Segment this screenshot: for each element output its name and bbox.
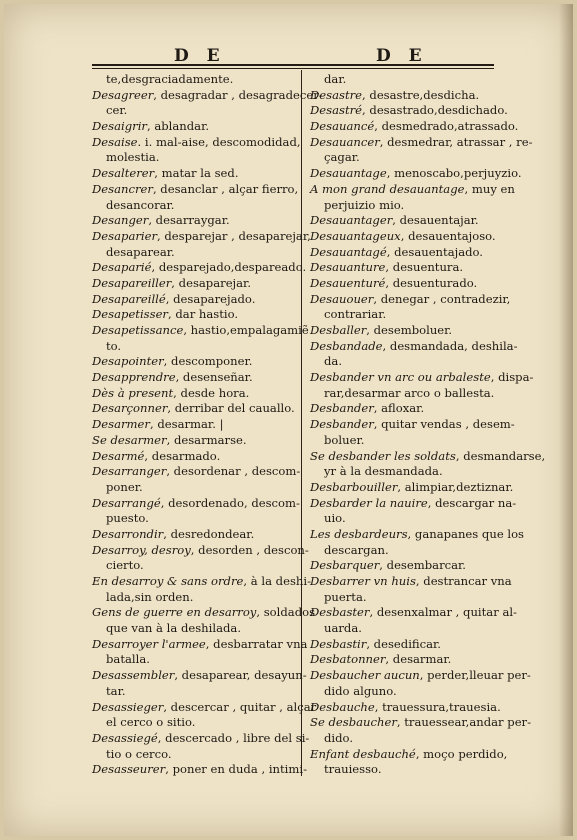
definition-text: , hastio,empalagamiẽ [183, 323, 309, 337]
running-head-right: D E [376, 46, 428, 66]
dictionary-entry-line [310, 747, 516, 763]
definition-text: cierto. [106, 558, 144, 573]
definition-text: puerta. [324, 589, 367, 604]
definition-text: poner. [106, 479, 143, 494]
definition-text: , desmedrar, atrassar , re- [379, 134, 533, 149]
header-rule [92, 64, 494, 66]
definition-text: . i. mal-aise, descomodidad, [137, 134, 301, 149]
dictionary-entry-line [92, 542, 309, 559]
dictionary-page [4, 4, 573, 836]
definition-text: , desastrado,desdichado. [362, 103, 508, 118]
continuation-line [92, 621, 294, 637]
headword: Desauantager [310, 213, 393, 228]
dictionary-entry-line [92, 292, 294, 308]
dictionary-entry-line [310, 668, 531, 684]
definition-text: que van à la deshilada. [106, 621, 241, 636]
continuation-line [310, 354, 516, 370]
definition-text: descargan. [324, 542, 389, 557]
definition-text: , afloxar. [373, 401, 425, 416]
definition-text: , desanclar , alçar fierro, [152, 181, 299, 196]
definition-text: , desmandada, deshila- [382, 338, 518, 353]
dictionary-entry-line [92, 495, 300, 512]
dictionary-entry-line [310, 119, 519, 135]
headword: Desauancer [310, 134, 380, 149]
definition-text: , dispa- [490, 370, 534, 385]
dictionary-entry-line [92, 574, 311, 590]
headword: Desbandade [310, 338, 383, 353]
dictionary-entry-line [92, 166, 294, 182]
continuation-line [92, 558, 294, 574]
continuation-line [92, 480, 294, 496]
definition-text: , desuentura. [385, 260, 464, 275]
definition-text: , desauentajar. [392, 213, 479, 228]
headword: Desballer [310, 323, 367, 337]
dictionary-entry-line [92, 762, 307, 778]
definition-text: , desembarcar. [379, 558, 466, 573]
definition-text: , dar hastio. [167, 307, 239, 322]
dictionary-entry-line [92, 386, 294, 402]
definition-text: , desparejar , desaparejar, [157, 228, 311, 243]
definition-text: , desagradar , desagradecer- [153, 87, 323, 102]
continuation-line [310, 307, 516, 323]
definition-text: boluer. [324, 432, 365, 447]
continuation-line [92, 72, 294, 88]
dictionary-entry-line [92, 228, 311, 245]
definition-text: , desarmar. | [149, 417, 224, 432]
headword: Se desbaucher [310, 715, 397, 730]
definition-text: , desarmarse. [166, 432, 247, 447]
headword: Desastré [310, 103, 363, 118]
definition-text: , desmedrado,atrassado. [374, 119, 519, 134]
definition-text: , desredondear. [163, 526, 255, 541]
headword: Desauancé [310, 119, 375, 134]
definition-text: tio o cerco. [106, 746, 172, 761]
dictionary-entry-line [310, 292, 516, 308]
definition-text: uio. [324, 511, 346, 526]
headword: Desbarquer [310, 558, 380, 573]
headword: Desauouer [310, 291, 374, 306]
definition-text: , desbarratar vna [205, 636, 308, 651]
headword: Desbarder la nauire [310, 495, 428, 510]
headword: Desbaucher aucun [310, 668, 420, 683]
dictionary-entry-line [310, 637, 516, 653]
definition-text: , denegar , contradezir, [373, 291, 511, 306]
continuation-line [92, 590, 294, 606]
dictionary-entry-line [92, 636, 308, 653]
headword: Desbatonner [310, 652, 386, 667]
definition-text: , desaparejado. [165, 291, 256, 306]
headword: Desarroyer l'armee [92, 636, 206, 651]
definition-text: batalla. [106, 652, 150, 667]
dictionary-entry-line [310, 526, 524, 543]
continuation-line [310, 731, 516, 747]
dictionary-entry-line [310, 448, 546, 465]
headword: Desassembler [92, 668, 175, 683]
definition-text: lada,sin orden. [106, 589, 194, 604]
definition-text: da. [324, 354, 343, 369]
dictionary-entry-line [92, 527, 294, 543]
headword: Gens de guerre en desarroy [92, 605, 257, 620]
definition-text: , ganapanes que los [407, 526, 524, 541]
dictionary-entry-line [310, 370, 534, 386]
headword: Desassieger [92, 699, 164, 714]
definition-text: te,desgraciadamente. [106, 72, 234, 86]
headword: Desauenturé [310, 275, 386, 290]
continuation-line [92, 339, 294, 355]
dictionary-entry-line [310, 652, 516, 668]
headword: Desapareillé [92, 291, 166, 306]
headword: Les desbardeurs [310, 526, 408, 541]
definition-text: , desuenturado. [385, 275, 478, 290]
headword: Desbander vn arc ou arbaleste [310, 370, 491, 385]
headword: Desarçonner [92, 401, 168, 416]
dictionary-entry-line [310, 339, 516, 355]
headword: Desbaster [310, 605, 370, 620]
definition-text: , desenseñar. [175, 370, 253, 385]
headword: Desbander [310, 401, 374, 416]
definition-text: , desordenado, descom- [160, 495, 300, 510]
dictionary-entry-line [310, 260, 516, 276]
definition-text: , moço perdido, [415, 746, 508, 761]
dictionary-entry-line [92, 730, 310, 747]
definition-text: , alimpiar,deztiznar. [397, 479, 514, 494]
headword: Desarrangé [92, 495, 161, 510]
definition-text: , matar la sed. [154, 166, 239, 181]
continuation-line [310, 684, 516, 700]
definition-text: , derribar del cauallo. [167, 401, 295, 416]
continuation-line [92, 747, 294, 763]
dictionary-entry-line [92, 323, 309, 339]
headword: Desaparier [92, 228, 158, 243]
headword: Desbander [310, 417, 374, 432]
dictionary-entry-line [310, 496, 516, 512]
definition-text: contrariar. [324, 307, 387, 322]
dictionary-entry-line [92, 307, 294, 323]
dictionary-entry-line [92, 401, 294, 417]
definition-text: el cerco o sitio. [106, 715, 196, 730]
definition-text: uarda. [324, 621, 362, 636]
definition-text: dar. [324, 72, 347, 86]
definition-text: , desaparear, desayun- [174, 668, 307, 683]
continuation-line [310, 386, 516, 402]
dictionary-entry-line [310, 182, 516, 198]
headword: Desauantageux [310, 228, 401, 243]
headword: A mon grand desauantage [310, 181, 465, 196]
continuation-line [92, 511, 294, 527]
definition-text: , descercar , quitar , alçar [163, 699, 317, 714]
running-head-left: D E [174, 46, 226, 66]
headword: Desarranger [92, 464, 167, 479]
dictionary-entry-line [92, 449, 294, 465]
headword: Desagreer [92, 87, 154, 102]
definition-text: , desedificar. [366, 636, 441, 651]
headword: Desalterer [92, 166, 155, 181]
dictionary-entry-line [310, 715, 532, 731]
continuation-line [310, 511, 516, 527]
right-column [310, 72, 546, 778]
headword: Desarrondir [92, 526, 164, 541]
definition-text: , desauentajoso. [400, 228, 496, 243]
definition-text: , menoscabo,perjuyzio. [386, 166, 522, 181]
dictionary-entry-line [310, 605, 516, 621]
dictionary-entry-line [310, 229, 516, 245]
definition-text: , desarraygar. [148, 213, 230, 228]
dictionary-entry-line [310, 574, 516, 590]
definition-text: cer. [106, 103, 128, 118]
headword: Desarmé [92, 448, 145, 463]
definition-text: desancorar. [106, 197, 175, 212]
dictionary-entry-line [92, 370, 294, 386]
continuation-line [310, 433, 516, 449]
definition-text: , desmandarse, [455, 448, 546, 463]
continuation-line [92, 198, 294, 214]
dictionary-entry-line [92, 276, 294, 292]
definition-text: , desauentajado. [386, 244, 483, 259]
dictionary-entry-line [310, 134, 533, 151]
headword: Desarroy, desroy [92, 542, 191, 557]
continuation-line [310, 464, 516, 480]
continuation-line [310, 72, 516, 88]
headword: Desapareiller [92, 275, 172, 290]
definition-text: , desarmar. [385, 652, 452, 667]
headword: Desbastir [310, 636, 367, 651]
continuation-line [310, 543, 516, 559]
continuation-line [310, 621, 516, 637]
dictionary-entry-line [92, 213, 294, 229]
headword: Enfant desbauché [310, 746, 416, 761]
dictionary-entry-line [92, 433, 294, 449]
headword: Desaise [92, 134, 138, 149]
definition-text: , quitar vendas , desem- [373, 417, 515, 432]
definition-text: , trauessear,andar per- [396, 715, 532, 730]
dictionary-entry-line [310, 245, 516, 261]
headword: Desapetisser [92, 307, 168, 322]
continuation-line [92, 684, 294, 700]
dictionary-entry-line [310, 166, 522, 182]
dictionary-entry-line [310, 417, 516, 433]
definition-text: , descercado , libre del si- [157, 730, 310, 745]
headword: Desanger [92, 213, 149, 228]
definition-text: desaparear. [106, 244, 175, 259]
headword: Desapprendre [92, 370, 176, 385]
headword: Desauantagé [310, 244, 387, 259]
dictionary-entry-line [310, 700, 516, 716]
definition-text: trauiesso. [324, 762, 382, 777]
dictionary-entry-line [92, 605, 316, 621]
dictionary-entry-line [310, 103, 516, 119]
headword: Desarmer [92, 417, 150, 432]
continuation-line [310, 590, 516, 606]
dictionary-entry-line [310, 88, 516, 104]
headword: Desapointer [92, 354, 164, 369]
headword: Desbauche [310, 699, 375, 714]
dictionary-entry-line [92, 87, 323, 104]
dictionary-entry-line [92, 134, 301, 151]
definition-text: , desenxalmar , quitar al- [369, 605, 517, 620]
definition-text: , poner en duda , intimi- [165, 762, 307, 777]
headword: Desapetissance [92, 323, 184, 337]
dictionary-entry-line [92, 260, 307, 276]
definition-text: , perder,lleuar per- [419, 668, 531, 683]
continuation-line [310, 198, 516, 214]
definition-text: , desaparejar. [171, 275, 252, 290]
headword: Desassiegé [92, 730, 158, 745]
definition-text: , destrancar vna [415, 574, 512, 588]
definition-text: , desarmado. [144, 448, 221, 463]
definition-text: puesto. [106, 511, 149, 526]
continuation-line [92, 652, 294, 668]
dictionary-entry-line [92, 464, 301, 480]
definition-text: , desordenar , descom- [166, 464, 301, 479]
definition-text: , descomponer. [163, 354, 253, 369]
definition-text: , muy en [464, 181, 515, 196]
headword: En desarroy & sans ordre [92, 574, 244, 588]
definition-text: molestia. [106, 150, 160, 165]
continuation-line [92, 245, 294, 261]
definition-text: yr à la desmandada. [324, 464, 443, 479]
dictionary-entry-line [310, 558, 516, 574]
definition-text: to. [106, 338, 122, 353]
definition-text: , ablandar. [146, 119, 210, 134]
page-edge-shadow [559, 4, 573, 836]
headword: Desbarbouiller [310, 479, 398, 494]
continuation-line [310, 762, 516, 778]
headword: Desauantage [310, 166, 387, 181]
dictionary-entry-line [310, 213, 516, 229]
headword: Desaigrir [92, 119, 147, 134]
definition-text: perjuizio mio. [324, 197, 405, 212]
definition-text: , desorden , descon- [190, 542, 309, 557]
dictionary-entry-line [310, 480, 516, 496]
definition-text: , desemboluer. [366, 323, 453, 337]
definition-text: , desparejado,despareado. [151, 260, 307, 275]
dictionary-entry-line [310, 401, 516, 417]
definition-text: , descargar na- [427, 495, 517, 510]
headword: Desbarrer vn huis [310, 574, 416, 588]
dictionary-entry-line [92, 417, 294, 433]
dictionary-entry-line [92, 668, 307, 684]
dictionary-entry-line [92, 119, 294, 135]
continuation-line [310, 150, 516, 166]
continuation-line [92, 150, 294, 166]
dictionary-entry-line [92, 354, 294, 370]
definition-text: çagar. [324, 150, 360, 165]
dictionary-entry-line [92, 181, 299, 198]
header-rule-thin [92, 68, 494, 69]
definition-text: , à la deshi- [243, 574, 311, 588]
definition-text: , soldados [256, 605, 316, 620]
definition-text: , desastre,desdicha. [362, 87, 480, 102]
dictionary-entry-line [92, 699, 317, 716]
headword: Desauanture [310, 260, 386, 275]
headword: Se desarmer [92, 432, 167, 447]
definition-text: , desde hora. [173, 385, 250, 400]
definition-text: rar,desarmar arco o ballesta. [324, 385, 495, 400]
continuation-line [92, 715, 294, 731]
headword: Desaparié [92, 260, 152, 275]
headword: Dès à present [92, 385, 174, 400]
left-column [92, 72, 323, 778]
definition-text: tar. [106, 683, 126, 698]
definition-text: , trauessura,trauesia. [374, 699, 501, 714]
headword: Desancrer [92, 181, 153, 196]
dictionary-entry-line [310, 323, 516, 339]
dictionary-entry-line [310, 276, 516, 292]
definition-text: dido alguno. [324, 683, 397, 698]
headword: Se desbander les soldats [310, 448, 456, 463]
headword: Desasseurer [92, 762, 166, 777]
definition-text: dido. [324, 730, 354, 745]
headword: Desastre [310, 87, 363, 102]
continuation-line [92, 103, 294, 119]
